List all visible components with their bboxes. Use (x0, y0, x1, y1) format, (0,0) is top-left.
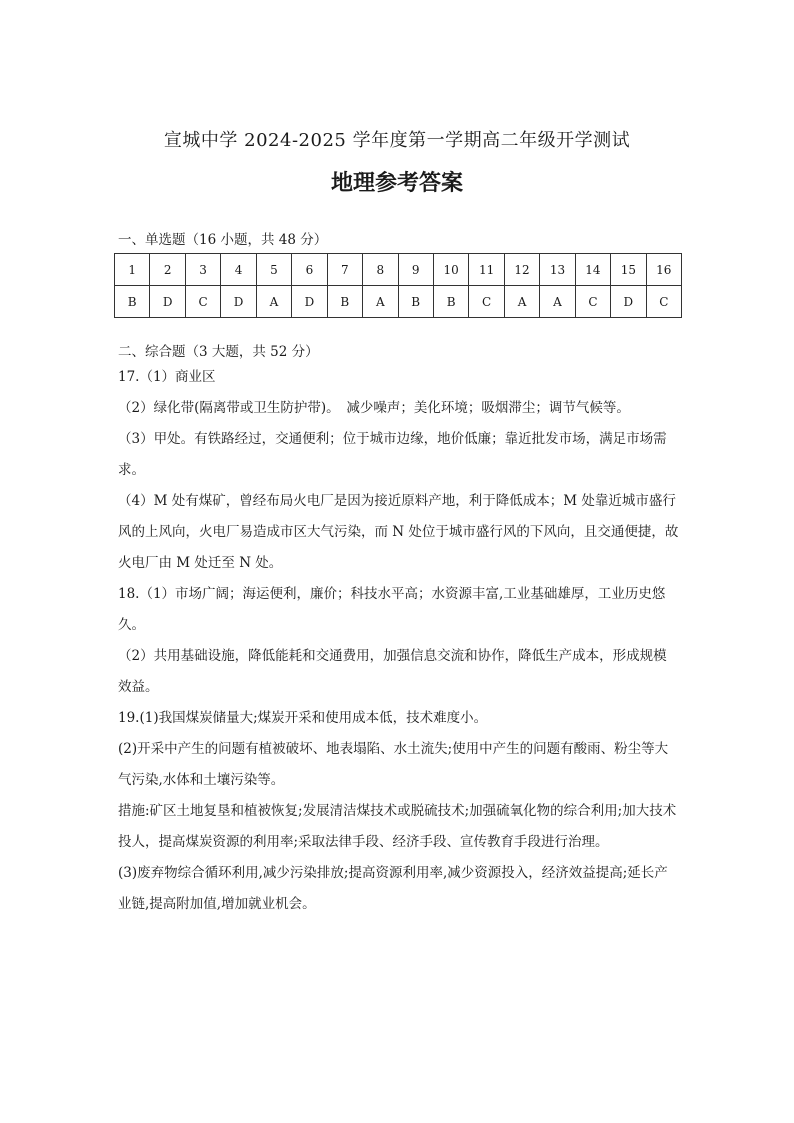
answer-cell: B (327, 286, 362, 318)
answer-cell: B (398, 286, 433, 318)
exam-title: 宣城中学 2024-2025 学年度第一学期高二年级开学测试 (163, 130, 631, 151)
answer-cell: A (540, 286, 575, 318)
answer-cell: C (575, 286, 610, 318)
section1-heading: 一、单选题（16 小题，共 48 分） (118, 232, 328, 248)
answer-cell: A (256, 286, 291, 318)
question-number-cell: 5 (256, 254, 291, 286)
question-number-cell: 12 (504, 254, 539, 286)
question-number-cell: 7 (327, 254, 362, 286)
question-number-cell: 15 (611, 254, 646, 286)
question-number-cell: 6 (292, 254, 327, 286)
answer-cell: D (292, 286, 327, 318)
question-number-cell: 1 (115, 254, 150, 286)
answer-paragraph: (3)废弃物综合循环利用,减少污染排放;提高资源利用率,减少资源投入，经济效益提高;延长产业链,提高附加值,增加就业机会。 (118, 865, 668, 912)
answer-row (115, 286, 682, 318)
question-number-cell: 14 (575, 254, 610, 286)
answer-cell: B (115, 286, 150, 318)
answer-paragraph: 19.(1)我国煤炭储量大;煤炭开采和使用成本低，技术难度小。 (118, 710, 488, 726)
section2-content (118, 362, 680, 920)
question-number-cell: 16 (646, 254, 681, 286)
answer-cell: D (221, 286, 256, 318)
question-number-cell: 8 (363, 254, 398, 286)
answer-cell: A (504, 286, 539, 318)
question-number-cell: 9 (398, 254, 433, 286)
answer-cell: A (363, 286, 398, 318)
answer-paragraph: 措施:矿区土地复垦和植被恢复;发展清洁煤技术或脱硫技术;加强硫氧化物的综合利用;加大技术投人，提高煤炭资源的利用率;采取法律手段、经济手段、宣传教育手段进行治理。 (118, 803, 677, 850)
answer-cell: C (469, 286, 504, 318)
question-number-row (115, 254, 682, 286)
answer-cell: D (150, 286, 185, 318)
answer-paragraph: （2）共用基础设施，降低能耗和交通费用，加强信息交流和协作，降低生产成本，形成规模效益。 (118, 648, 667, 695)
answer-cell: B (433, 286, 468, 318)
answer-cell: C (646, 286, 681, 318)
answer-paragraph: 17.（1）商业区 (118, 369, 216, 385)
answer-paragraph: （3）甲处。有铁路经过，交通便利；位于城市边缘，地价低廉；靠近批发市场，满足市场需求。 (118, 431, 667, 478)
answer-key-title: 地理参考答案 (330, 171, 463, 196)
answer-paragraph: （4）M 处有煤矿，曾经布局火电厂是因为接近原料产地，利于降低成本；M 处靠近城市盛行风的上风向，火电厂易造成市区大气污染，而 N 处位于城市盛行风的下风向，且交通便捷，故火电厂由 M 处迁至 N 处。 (118, 493, 679, 571)
question-number-cell: 4 (221, 254, 256, 286)
answer-table (114, 253, 682, 318)
question-number-cell: 3 (185, 254, 220, 286)
answer-paragraph: （2）绿化带(隔离带或卫生防护带)。 减少噪声；美化环境；吸烟滞尘；调节气候等。 (118, 400, 630, 416)
answer-cell: D (611, 286, 646, 318)
answer-cell: C (185, 286, 220, 318)
answer-paragraph: 18.（1）市场广阔；海运便利，廉价；科技水平高；水资源丰富,工业基础雄厚，工业历史悠久。 (118, 586, 666, 633)
question-number-cell: 10 (433, 254, 468, 286)
question-number-cell: 2 (150, 254, 185, 286)
answer-paragraph: (2)开采中产生的问题有植被破坏、地表塌陷、水土流失;使用中产生的问题有酸雨、粉尘等大气污染,水体和土壤污染等。 (118, 741, 669, 788)
section2-heading: 二、综合题（3 大题，共 52 分） (118, 344, 319, 360)
question-number-cell: 11 (469, 254, 504, 286)
question-number-cell: 13 (540, 254, 575, 286)
